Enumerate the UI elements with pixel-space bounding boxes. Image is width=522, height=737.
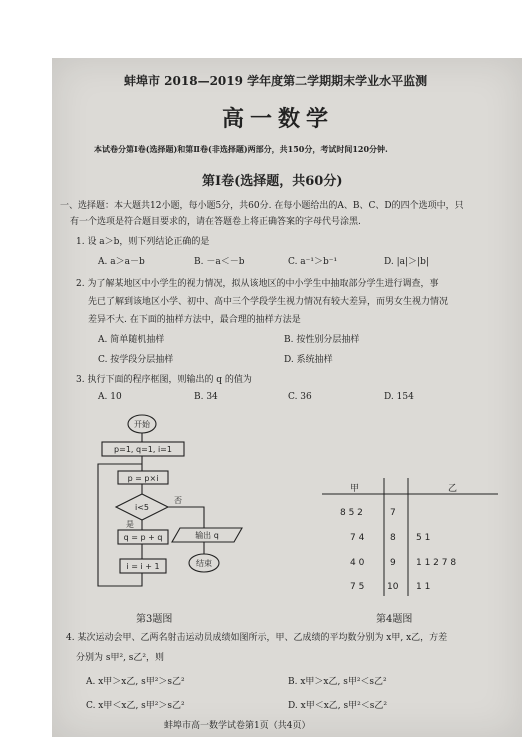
q3-caption: 第3题图 (136, 614, 173, 625)
q4-caption: 第4题图 (376, 614, 413, 625)
q4-option-b: B. x甲＞x乙, s甲²＜s乙² (288, 677, 387, 687)
page-footer: 蚌埠市高一数学试卷第1页（共4页） (164, 721, 311, 731)
q2-stem-line3: 差异不大. 在下面的抽样方法中，最合理的抽样方法是 (88, 315, 301, 325)
q3-option-b: B. 34 (194, 392, 218, 402)
q2-option-c: C. 按学段分层抽样 (98, 355, 174, 365)
q3-stem: 3. 执行下面的程序框图，则输出的 q 的值为 (76, 375, 252, 385)
exam-paper (52, 58, 522, 737)
q2-option-b: B. 按性别分层抽样 (284, 335, 360, 345)
q4-option-a: A. x甲＞x乙, s甲²＞s乙² (86, 677, 185, 687)
flow-yes-label: 是 (126, 520, 134, 529)
table-row-1-stem: 7 (390, 508, 396, 518)
flowchart-diagram (92, 414, 312, 604)
flow-step3-label: i = i + 1 (126, 562, 160, 571)
table-row-3-right: 1 1 2 7 8 (416, 558, 457, 568)
flow-start-label: 开始 (134, 420, 150, 429)
section-intro-line2: 有一个选项是符合题目要求的，请在答题卷上将正确答案的字母代号涂黑. (70, 217, 361, 227)
table-head-right: 乙 (448, 484, 458, 494)
stem-leaf-table (322, 478, 502, 598)
q3-option-d: D. 154 (384, 392, 414, 402)
table-row-3-left: 4 0 (350, 558, 365, 568)
stem-leaf-lines (322, 478, 502, 598)
q4-option-c: C. x甲＜x乙, s甲²＞s乙² (86, 701, 185, 711)
flow-end-label: 结束 (196, 559, 212, 568)
q2-option-a: A. 简单随机抽样 (98, 335, 165, 345)
flow-output-label: 输出 q (195, 531, 219, 540)
table-row-1-left: 8 5 2 (340, 508, 363, 518)
flow-cond-label: i<5 (134, 503, 150, 512)
table-row-2-stem: 8 (390, 533, 396, 543)
q2-stem-line1: 2. 为了解某地区中小学生的视力情况，拟从该地区的中小学生中抽取部分学生进行调查，事 (76, 279, 439, 289)
q2-stem-line2: 先已了解到该地区小学、初中、高中三个学段学生视力情况有较大差异，而男女生视力情况 (88, 297, 449, 307)
part-title: 第Ⅰ卷(选择题，共60分) (202, 174, 343, 189)
q1-option-b: B. －a＜－b (194, 257, 245, 267)
q3-option-a: A. 10 (98, 392, 122, 402)
q1-option-c: C. a⁻¹＞b⁻¹ (288, 257, 338, 267)
section-intro-line1: 一、选择题：本大题共12小题，每小题5分，共60分. 在每小题给出的A、B、C、D的四个选项中，只 (60, 201, 464, 211)
flow-step1-label: p = p×i (127, 474, 159, 483)
table-row-3-stem: 9 (390, 558, 396, 568)
table-row-4-right: 1 1 (416, 582, 431, 592)
table-row-2-left: 7 4 (350, 533, 365, 543)
q4-option-d: D. x甲＜x乙, s甲²＜s乙² (288, 701, 387, 711)
flow-init-label: p=1, q=1, i=1 (114, 445, 172, 454)
exam-note: 本试卷分第Ⅰ卷(选择题)和第Ⅱ卷(非选择题)两部分，共150分，考试时间120分钟. (94, 144, 388, 154)
table-row-2-right: 5 1 (416, 533, 431, 543)
table-head-left: 甲 (350, 484, 360, 494)
q1-option-d: D. |a|＞|b| (384, 257, 429, 267)
q1-stem: 1. 设 a＞b，则下列结论正确的是 (76, 237, 210, 247)
exam-header: 蚌埠市 2018—2019 学年度第二学期期末学业水平监测 (124, 74, 428, 88)
flow-step2-label: q = p + q (123, 533, 163, 542)
q4-stem-line1: 4. 某次运动会甲、乙两名射击运动员成绩如图所示，甲、乙成绩的平均数分别为 x甲, x乙，方差 (66, 633, 448, 643)
table-row-4-stem: 10 (387, 582, 399, 592)
q2-option-d: D. 系统抽样 (284, 355, 333, 365)
table-row-4-left: 7 5 (350, 582, 365, 592)
q4-stem-line2: 分别为 s甲², s乙²，则 (76, 653, 165, 663)
flow-no-label: 否 (174, 496, 182, 505)
q1-option-a: A. a＞a－b (98, 257, 145, 267)
q3-option-c: C. 36 (288, 392, 312, 402)
exam-subject: 高一数学 (222, 107, 335, 132)
